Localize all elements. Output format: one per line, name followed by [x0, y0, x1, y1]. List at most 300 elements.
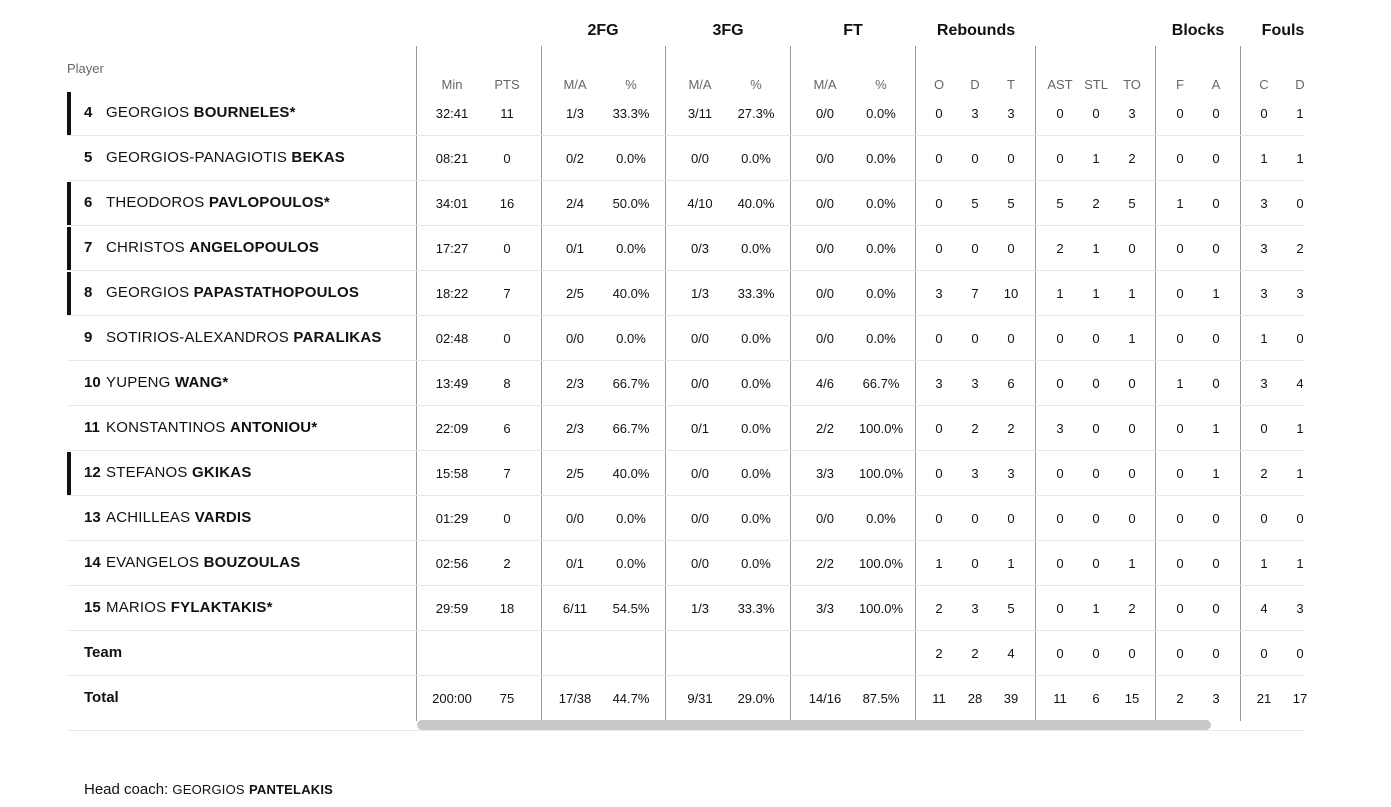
cell-ft-pct: 0.0%: [866, 331, 896, 346]
column-header-reb-d[interactable]: D: [970, 77, 980, 92]
cell-stl: 0: [1092, 106, 1100, 121]
cell-ast: 0: [1056, 151, 1064, 166]
player-number: 11: [84, 419, 100, 436]
player-first-name: GEORGIOS: [106, 104, 190, 121]
cell-foul-d: 1: [1296, 466, 1304, 481]
player-last-name: PAPASTATHOPOULOS: [193, 284, 360, 301]
cell-2fg-ma: 6/11: [562, 601, 588, 616]
cell-min: 200:00: [432, 691, 472, 706]
cell-reb-t: 1: [1007, 556, 1015, 571]
cell-blk-f: 0: [1176, 601, 1184, 616]
cell-to: 0: [1128, 511, 1136, 526]
cell-foul-d: 0: [1296, 511, 1304, 526]
cell-reb-d: 7: [971, 286, 979, 301]
table-row[interactable]: [67, 406, 1304, 451]
cell-3fg-pct: 0.0%: [741, 556, 771, 571]
column-header-blk-a[interactable]: A: [1211, 77, 1221, 92]
cell-pts: 8: [503, 376, 511, 391]
table-row[interactable]: [67, 271, 1304, 316]
cell-2fg-ma: 1/3: [565, 106, 585, 121]
cell-foul-d: 1: [1296, 556, 1304, 571]
cell-reb-d: 3: [971, 376, 979, 391]
cell-blk-a: 1: [1212, 421, 1220, 436]
player-last-name: BOURNELES*: [193, 104, 296, 121]
cell-to: 1: [1128, 331, 1136, 346]
cell-reb-d: 0: [971, 241, 979, 256]
player-number: 12: [84, 464, 101, 481]
cell-reb-t: 4: [1007, 646, 1015, 661]
cell-ast: 0: [1056, 601, 1064, 616]
cell-blk-f: 0: [1176, 331, 1184, 346]
player-name[interactable]: [106, 239, 319, 256]
cell-ast: 1: [1056, 286, 1064, 301]
cell-2fg-pct: 0.0%: [616, 511, 646, 526]
cell-2fg-pct: 40.0%: [612, 466, 650, 481]
player-number: 9: [84, 329, 93, 346]
player-first-name: YUPENG: [106, 374, 171, 391]
cell-reb-d: 5: [971, 196, 979, 211]
player-last-name: BOUZOULAS: [203, 554, 301, 571]
player-first-name: KONSTANTINOS: [106, 419, 226, 436]
player-name[interactable]: [106, 329, 382, 346]
cell-blk-a: 0: [1212, 601, 1220, 616]
cell-stl: 0: [1092, 511, 1100, 526]
cell-2fg-ma: 0/2: [565, 151, 585, 166]
cell-2fg-ma: 2/3: [565, 421, 585, 436]
column-header-reb-o[interactable]: O: [933, 77, 945, 92]
cell-3fg-pct: 29.0%: [737, 691, 775, 706]
cell-foul-c: 1: [1260, 331, 1268, 346]
cell-reb-t: 5: [1007, 196, 1015, 211]
cell-to: 0: [1128, 376, 1136, 391]
cell-foul-c: 0: [1260, 511, 1268, 526]
cell-blk-f: 0: [1176, 511, 1184, 526]
cell-foul-d: 0: [1296, 331, 1304, 346]
table-row[interactable]: [67, 361, 1304, 406]
group-3fg-header: 3FG: [712, 22, 744, 39]
player-last-name: BEKAS: [291, 149, 345, 166]
cell-2fg-pct: 50.0%: [612, 196, 650, 211]
cell-to: 0: [1128, 241, 1136, 256]
starter-indicator: [67, 227, 71, 270]
cell-reb-d: 3: [971, 106, 979, 121]
cell-ft-ma: 2/2: [815, 556, 835, 571]
cell-reb-t: 39: [1003, 691, 1019, 706]
cell-min: 02:48: [435, 331, 469, 346]
cell-3fg-ma: 4/10: [687, 196, 713, 211]
cell-foul-d: 17: [1292, 691, 1308, 706]
cell-2fg-pct: 40.0%: [612, 286, 650, 301]
cell-3fg-pct: 0.0%: [741, 421, 771, 436]
column-header-stl[interactable]: STL: [1084, 77, 1108, 92]
group-rebounds-header: Rebounds: [936, 22, 1016, 39]
team-row-label: Team: [84, 644, 123, 661]
cell-2fg-ma: 2/5: [565, 466, 585, 481]
cell-3fg-ma: 0/0: [690, 151, 710, 166]
cell-foul-c: 0: [1260, 106, 1268, 121]
cell-reb-o: 0: [935, 241, 943, 256]
starter-indicator: [67, 182, 71, 225]
cell-blk-f: 0: [1176, 466, 1184, 481]
cell-foul-c: 3: [1260, 376, 1268, 391]
cell-ast: 0: [1056, 106, 1064, 121]
group-fouls-header: Fouls: [1261, 22, 1305, 39]
cell-ast: 0: [1056, 511, 1064, 526]
column-header-ast[interactable]: AST: [1047, 77, 1073, 92]
cell-min: 17:27: [435, 241, 469, 256]
column-header-foul-c[interactable]: C: [1259, 77, 1269, 92]
cell-reb-t: 3: [1007, 466, 1015, 481]
table-row[interactable]: [67, 541, 1304, 586]
cell-pts: 18: [499, 601, 515, 616]
group-ft-header: FT: [843, 22, 863, 39]
cell-stl: 0: [1092, 376, 1100, 391]
cell-3fg-ma: 1/3: [690, 286, 710, 301]
cell-ft-pct: 0.0%: [866, 241, 896, 256]
player-number: 4: [84, 104, 93, 121]
table-row[interactable]: [67, 181, 1304, 226]
player-number: 14: [84, 554, 101, 571]
player-name[interactable]: [106, 509, 251, 526]
cell-foul-d: 3: [1296, 286, 1304, 301]
cell-blk-f: 0: [1176, 241, 1184, 256]
cell-foul-c: 1: [1260, 556, 1268, 571]
cell-pts: 16: [499, 196, 515, 211]
column-header-to[interactable]: TO: [1123, 77, 1141, 92]
cell-foul-c: 3: [1260, 241, 1268, 256]
team-row: [67, 631, 1304, 676]
cell-reb-d: 0: [971, 556, 979, 571]
cell-to: 0: [1128, 421, 1136, 436]
player-last-name: ANGELOPOULOS: [189, 239, 320, 256]
column-header-pts[interactable]: PTS: [494, 77, 520, 92]
cell-blk-a: 0: [1212, 196, 1220, 211]
column-header-2fg-pct[interactable]: %: [625, 77, 637, 92]
player-first-name: CHRISTOS: [106, 239, 185, 256]
cell-ft-pct: 87.5%: [862, 691, 900, 706]
cell-pts: 0: [503, 151, 511, 166]
cell-ft-pct: 66.7%: [862, 376, 900, 391]
cell-blk-f: 0: [1176, 106, 1184, 121]
cell-reb-t: 0: [1007, 151, 1015, 166]
starter-indicator: [67, 452, 71, 495]
cell-3fg-ma: 0/1: [690, 421, 710, 436]
cell-blk-f: 0: [1176, 151, 1184, 166]
cell-reb-d: 3: [971, 601, 979, 616]
cell-foul-c: 0: [1260, 646, 1268, 661]
column-header-foul-d[interactable]: D: [1295, 77, 1305, 92]
cell-min: 02:56: [435, 556, 469, 571]
cell-min: 32:41: [435, 106, 469, 121]
table-row[interactable]: [67, 136, 1304, 181]
table-row[interactable]: [67, 91, 1304, 136]
cell-reb-d: 0: [971, 511, 979, 526]
cell-foul-d: 1: [1296, 151, 1304, 166]
cell-to: 0: [1128, 646, 1136, 661]
head-coach-first-name: GEORGIOS: [172, 782, 245, 797]
cell-stl: 1: [1092, 601, 1100, 616]
table-bottom-divider: [67, 730, 1304, 731]
player-first-name: EVANGELOS: [106, 554, 200, 571]
cell-foul-c: 0: [1260, 421, 1268, 436]
cell-foul-c: 3: [1260, 196, 1268, 211]
cell-min: 15:58: [435, 466, 469, 481]
cell-foul-c: 4: [1260, 601, 1268, 616]
cell-stl: 2: [1092, 196, 1100, 211]
cell-blk-a: 3: [1212, 691, 1220, 706]
cell-blk-a: 0: [1212, 646, 1220, 661]
cell-foul-d: 2: [1296, 241, 1304, 256]
cell-reb-o: 0: [935, 196, 943, 211]
cell-foul-c: 21: [1256, 691, 1272, 706]
cell-3fg-pct: 0.0%: [741, 151, 771, 166]
cell-ast: 0: [1056, 331, 1064, 346]
cell-3fg-pct: 40.0%: [737, 196, 775, 211]
cell-min: 13:49: [435, 376, 469, 391]
head-coach-last-name: PANTELAKIS: [248, 782, 334, 797]
table-row[interactable]: [67, 316, 1304, 361]
cell-to: 15: [1124, 691, 1140, 706]
cell-ast: 0: [1056, 466, 1064, 481]
cell-min: 34:01: [435, 196, 469, 211]
cell-blk-f: 2: [1176, 691, 1184, 706]
total-row-label: Total: [84, 689, 119, 706]
cell-stl: 1: [1092, 151, 1100, 166]
cell-2fg-pct: 54.5%: [612, 601, 650, 616]
cell-reb-d: 3: [971, 466, 979, 481]
player-name[interactable]: [106, 194, 330, 211]
cell-to: 1: [1128, 556, 1136, 571]
cell-to: 5: [1128, 196, 1136, 211]
cell-pts: 6: [503, 421, 511, 436]
cell-foul-d: 0: [1296, 646, 1304, 661]
player-number: 5: [84, 149, 93, 166]
cell-blk-f: 1: [1176, 376, 1184, 391]
player-number: 10: [84, 374, 101, 391]
cell-min: 08:21: [435, 151, 469, 166]
cell-reb-t: 0: [1007, 331, 1015, 346]
cell-3fg-pct: 33.3%: [737, 601, 775, 616]
cell-3fg-ma: 0/0: [690, 556, 710, 571]
cell-3fg-ma: 0/3: [690, 241, 710, 256]
cell-ft-ma: 0/0: [815, 151, 835, 166]
cell-3fg-ma: 0/0: [690, 376, 710, 391]
table-row[interactable]: [67, 586, 1304, 631]
cell-ft-ma: 0/0: [815, 196, 835, 211]
cell-ft-ma: 0/0: [815, 241, 835, 256]
cell-ft-ma: 0/0: [815, 106, 835, 121]
column-header-3fg-ma[interactable]: M/A: [688, 77, 712, 92]
cell-2fg-ma: 0/1: [565, 241, 585, 256]
cell-2fg-pct: 0.0%: [616, 151, 646, 166]
cell-3fg-ma: 0/0: [690, 331, 710, 346]
cell-3fg-ma: 0/0: [690, 511, 710, 526]
cell-min: 22:09: [435, 421, 469, 436]
player-last-name: GKIKAS: [192, 464, 252, 481]
cell-ft-ma: 4/6: [815, 376, 835, 391]
starter-indicator: [67, 272, 71, 315]
cell-reb-o: 0: [935, 151, 943, 166]
cell-reb-d: 2: [971, 646, 979, 661]
cell-blk-f: 0: [1176, 286, 1184, 301]
player-first-name: MARIOS: [106, 599, 167, 616]
cell-ft-ma: 3/3: [815, 601, 835, 616]
cell-ft-pct: 0.0%: [866, 286, 896, 301]
head-coach: [84, 781, 333, 798]
cell-foul-c: 2: [1260, 466, 1268, 481]
cell-2fg-pct: 44.7%: [612, 691, 650, 706]
cell-reb-t: 0: [1007, 241, 1015, 256]
player-last-name: VARDIS: [194, 509, 252, 526]
cell-to: 3: [1128, 106, 1136, 121]
cell-foul-c: 3: [1260, 286, 1268, 301]
cell-reb-t: 5: [1007, 601, 1015, 616]
cell-ft-ma: 0/0: [815, 511, 835, 526]
player-number: 6: [84, 194, 93, 211]
column-header-2fg-ma[interactable]: M/A: [563, 77, 587, 92]
cell-reb-t: 3: [1007, 106, 1015, 121]
cell-2fg-pct: 66.7%: [612, 376, 650, 391]
horizontal-scrollbar-thumb[interactable]: [417, 720, 1211, 730]
player-name[interactable]: [106, 284, 359, 301]
player-first-name: ACHILLEAS: [106, 509, 191, 526]
cell-ft-pct: 100.0%: [858, 466, 904, 481]
total-row: [67, 676, 1308, 721]
head-coach-label: Head coach:: [84, 781, 173, 798]
cell-ft-pct: 0.0%: [866, 106, 896, 121]
column-header-3fg-pct[interactable]: %: [750, 77, 762, 92]
cell-foul-d: 4: [1296, 376, 1304, 391]
cell-3fg-ma: 3/11: [687, 106, 713, 121]
player-name[interactable]: [106, 419, 317, 436]
group-2fg-header: 2FG: [587, 22, 619, 39]
cell-2fg-pct: 0.0%: [616, 241, 646, 256]
cell-ft-ma: 2/2: [815, 421, 835, 436]
column-header-min[interactable]: Min: [441, 77, 463, 92]
player-number: 8: [84, 284, 93, 301]
player-name[interactable]: [106, 149, 345, 166]
cell-ft-pct: 100.0%: [858, 421, 904, 436]
cell-2fg-ma: 17/38: [558, 691, 592, 706]
player-last-name: FYLAKTAKIS*: [170, 599, 273, 616]
cell-blk-f: 0: [1176, 646, 1184, 661]
player-name[interactable]: [106, 104, 296, 121]
cell-reb-o: 3: [935, 286, 943, 301]
cell-ft-pct: 0.0%: [866, 511, 896, 526]
cell-ast: 11: [1053, 691, 1067, 706]
group-blocks-header: Blocks: [1171, 22, 1225, 39]
player-first-name: STEFANOS: [106, 464, 188, 481]
cell-foul-d: 3: [1296, 601, 1304, 616]
cell-ft-ma: 3/3: [815, 466, 835, 481]
cell-ft-ma: 0/0: [815, 286, 835, 301]
cell-reb-o: 3: [935, 376, 943, 391]
cell-blk-a: 1: [1212, 286, 1220, 301]
player-first-name: GEORGIOS-PANAGIOTIS: [106, 149, 288, 166]
cell-blk-a: 0: [1212, 331, 1220, 346]
column-header-blk-f[interactable]: F: [1176, 77, 1184, 92]
cell-blk-f: 0: [1176, 421, 1184, 436]
cell-pts: 2: [503, 556, 511, 571]
cell-ft-ma: 14/16: [808, 691, 842, 706]
cell-2fg-ma: 0/1: [565, 556, 585, 571]
table-row[interactable]: [67, 226, 1304, 271]
cell-ast: 0: [1056, 646, 1064, 661]
cell-reb-o: 0: [935, 466, 943, 481]
cell-3fg-pct: 0.0%: [741, 511, 771, 526]
player-last-name: PARALIKAS: [293, 329, 382, 346]
cell-stl: 6: [1092, 691, 1100, 706]
cell-ft-pct: 0.0%: [866, 196, 896, 211]
cell-to: 2: [1128, 601, 1136, 616]
cell-reb-d: 0: [971, 151, 979, 166]
cell-ft-ma: 0/0: [815, 331, 835, 346]
cell-ast: 3: [1056, 421, 1064, 436]
cell-reb-o: 0: [935, 331, 943, 346]
cell-2fg-ma: 2/5: [565, 286, 585, 301]
cell-foul-c: 1: [1260, 151, 1268, 166]
cell-stl: 0: [1092, 556, 1100, 571]
cell-2fg-ma: 2/4: [565, 196, 585, 211]
player-first-name: GEORGIOS: [106, 284, 190, 301]
table-row[interactable]: [67, 451, 1304, 496]
player-name[interactable]: [106, 464, 252, 481]
cell-pts: 0: [503, 331, 511, 346]
cell-to: 1: [1128, 286, 1136, 301]
player-name[interactable]: [106, 554, 300, 571]
column-header-ft-ma[interactable]: M/A: [813, 77, 837, 92]
cell-2fg-ma: 0/0: [565, 331, 585, 346]
cell-3fg-pct: 0.0%: [741, 376, 771, 391]
cell-stl: 0: [1092, 466, 1100, 481]
cell-pts: 11: [500, 106, 514, 121]
player-last-name: PAVLOPOULOS*: [208, 194, 330, 211]
cell-reb-d: 0: [971, 331, 979, 346]
cell-blk-a: 0: [1212, 556, 1220, 571]
cell-reb-t: 0: [1007, 511, 1015, 526]
cell-3fg-pct: 0.0%: [741, 331, 771, 346]
cell-min: 01:29: [435, 511, 469, 526]
player-name[interactable]: [106, 599, 273, 616]
cell-3fg-ma: 1/3: [690, 601, 710, 616]
cell-2fg-ma: 0/0: [565, 511, 585, 526]
player-first-name: THEODOROS: [106, 194, 205, 211]
cell-blk-a: 0: [1212, 106, 1220, 121]
cell-2fg-pct: 33.3%: [612, 106, 650, 121]
table-row[interactable]: [67, 496, 1304, 541]
cell-reb-t: 6: [1007, 376, 1015, 391]
cell-3fg-pct: 27.3%: [737, 106, 775, 121]
cell-reb-o: 0: [935, 511, 943, 526]
cell-reb-o: 0: [935, 106, 943, 121]
starter-indicator: [67, 92, 71, 135]
column-header-ft-pct[interactable]: %: [875, 77, 887, 92]
cell-ast: 0: [1056, 556, 1064, 571]
cell-stl: 0: [1092, 331, 1100, 346]
cell-2fg-pct: 0.0%: [616, 556, 646, 571]
cell-foul-d: 1: [1296, 106, 1304, 121]
player-number: 13: [84, 509, 101, 526]
cell-2fg-pct: 0.0%: [616, 331, 646, 346]
column-header-reb-t[interactable]: T: [1007, 77, 1015, 92]
cell-pts: 0: [503, 511, 511, 526]
cell-reb-o: 2: [935, 646, 943, 661]
cell-pts: 7: [503, 286, 511, 301]
cell-ft-pct: 0.0%: [866, 151, 896, 166]
cell-stl: 1: [1092, 286, 1100, 301]
cell-reb-t: 10: [1003, 286, 1019, 301]
player-name[interactable]: [106, 374, 228, 391]
